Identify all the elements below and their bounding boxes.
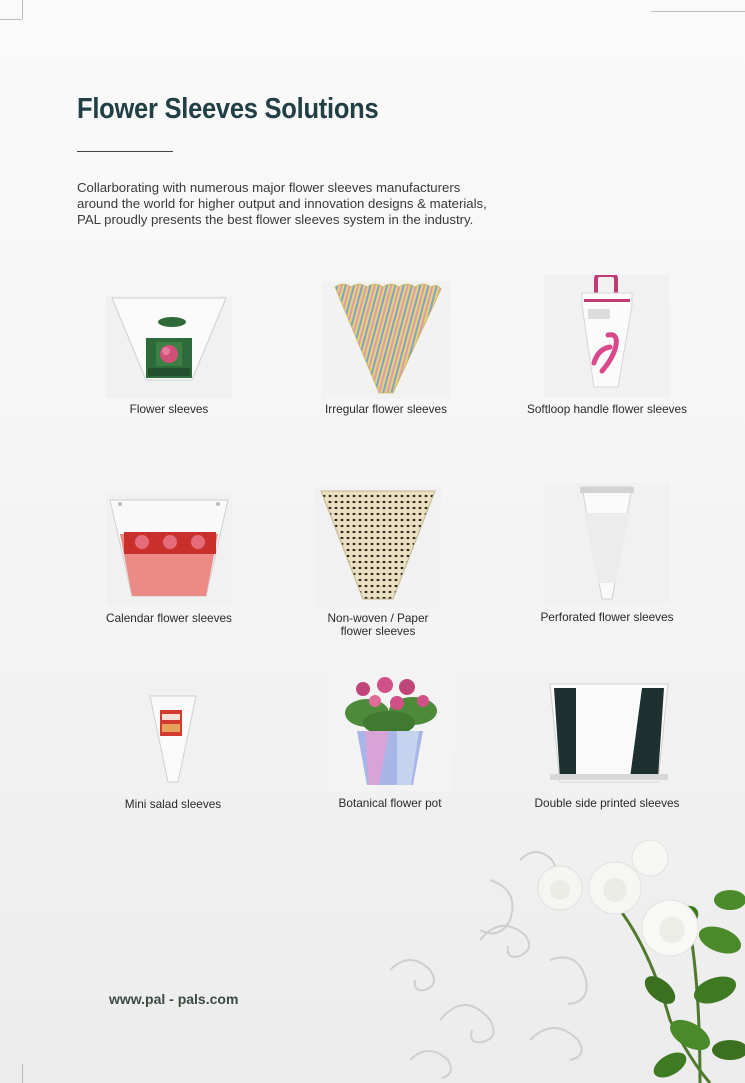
product-caption: Botanical flower pot	[338, 796, 442, 810]
intro-paragraph	[77, 180, 497, 228]
product-image	[315, 487, 441, 607]
website-link[interactable]: www.pal - pals.com	[109, 991, 239, 1007]
product-image	[106, 296, 232, 398]
product-caption: Softloop handle flower sleeves	[526, 402, 687, 416]
product-caption: Perforated flower sleeves	[540, 610, 674, 624]
crop-mark	[0, 19, 22, 20]
crop-mark	[651, 11, 745, 12]
crop-mark	[22, 0, 23, 19]
white-roses-swirl-icon	[370, 820, 745, 1083]
intro-line: around the world for higher output and innovation designs & materials,	[77, 196, 487, 211]
product-image	[544, 275, 670, 397]
product-image	[110, 686, 236, 794]
product-caption: Double side printed sleeves	[534, 796, 680, 810]
product-caption: Non-woven / Paper flower sleeves	[327, 611, 429, 638]
product-caption: Mini salad sleeves	[124, 797, 222, 811]
product-image	[327, 673, 453, 791]
product-image	[321, 281, 451, 399]
product-image	[544, 483, 670, 605]
intro-line: Collarborating with numerous major flower sleeves manufacturers	[77, 180, 461, 195]
product-caption: Irregular flower sleeves	[325, 402, 447, 416]
product-image	[546, 674, 672, 792]
intro-line: PAL proudly presents the best flower sleeves system in the industry.	[77, 212, 474, 227]
page-title: Flower Sleeves Solutions	[77, 93, 379, 125]
product-caption: Flower sleeves	[129, 402, 209, 416]
crop-mark	[22, 1064, 23, 1083]
title-divider	[77, 151, 173, 152]
product-image	[106, 492, 232, 606]
product-caption: Calendar flower sleeves	[106, 611, 232, 625]
